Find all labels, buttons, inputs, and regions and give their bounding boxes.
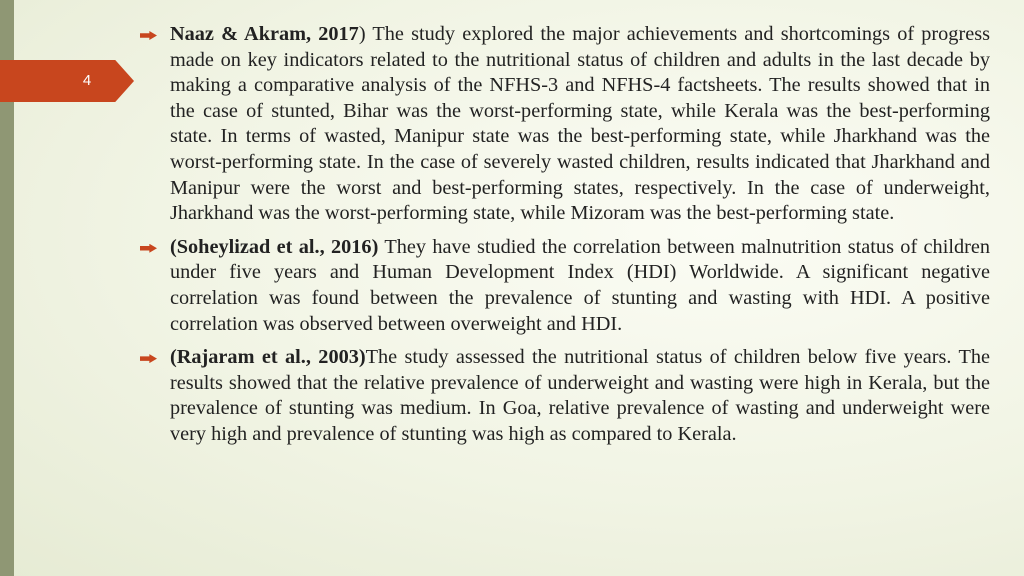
citation-close: ) — [371, 235, 379, 258]
bullet-body: The study assessed the nutritional status of children below five years. The results showed that the relative prevalence of underweight and wasting were high in Kerala, but the prevalence of stunting was medium. In Goa, relative prevalence of wasting and underweight were very high and prevalence of stunting was high as compared to Kerala. — [170, 346, 991, 445]
bullet-item — [140, 22, 990, 227]
arrow-bullet-icon — [140, 354, 157, 363]
citation-close: ) — [358, 23, 366, 45]
bullet-body: They have studied the correlation between malnutrition status of children under five years and Human Development Index (HDI) Worldwide. A significant negative correlation was found between the prevalence of stunting and wasting with HDI. A positive correlation was observed between overweight and HDI. — [170, 235, 991, 335]
bullet-text — [170, 235, 990, 337]
bullet-text — [170, 345, 990, 447]
bullet-text — [170, 22, 990, 227]
citation: (Soheylizad et al., 2016 — [170, 235, 372, 258]
bullet-item — [140, 235, 990, 337]
bullet-body: The study explored the major achievements and shortcomings of progress made on key indicators related to the nutritional status of children and adults in the last decade by making a comparative analysis of the NFHS-3 and NFHS-4 factsheets. The results showed that in the case of stunted, Bihar was the worst-performing state, while Kerala was the best-performing state. In terms of wasted, Manipur state was the best-performing state, while Jharkhand was the worst-performing state. In the case of severely wasted children, results indicated that Jharkhand and Manipur were the worst and best-performing states, respectively. In the case of underweight, Jharkhand was the worst-performing state, while Mizoram was the best-performing state. — [170, 23, 990, 225]
slide-number-tab — [0, 60, 134, 102]
slide-number: 4 — [82, 72, 92, 89]
citation: Naaz & Akram, 2017 — [170, 23, 359, 45]
citation: (Rajaram et al., 2003) — [170, 346, 366, 369]
slide-content — [140, 22, 990, 448]
arrow-bullet-icon — [140, 31, 157, 40]
arrow-bullet-icon — [140, 244, 157, 253]
bullet-item — [140, 345, 990, 447]
